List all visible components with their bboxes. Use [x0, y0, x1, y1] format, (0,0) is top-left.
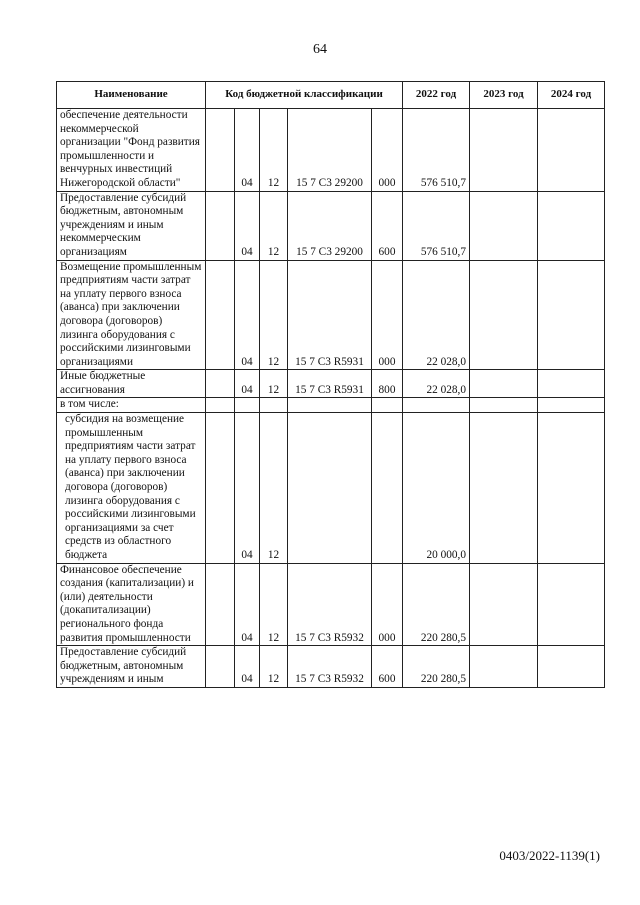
- row-section: 04: [235, 260, 260, 370]
- table-row: [57, 260, 605, 370]
- table-row: [57, 563, 605, 646]
- row-2024-value: [538, 370, 605, 398]
- row-expense-type: 600: [372, 646, 403, 688]
- row-subsection: 12: [260, 370, 288, 398]
- row-spacer-cell: [206, 646, 235, 688]
- budget-table: [56, 81, 605, 688]
- row-spacer-cell: [206, 191, 235, 260]
- row-subsection: 12: [260, 563, 288, 646]
- row-2024-value: [538, 563, 605, 646]
- row-expense-type: [372, 413, 403, 564]
- row-target-article: [288, 398, 372, 413]
- row-subsection: 12: [260, 109, 288, 192]
- row-target-article: 15 7 С3 R5932: [288, 646, 372, 688]
- row-expense-type: 000: [372, 563, 403, 646]
- row-2024-value: [538, 191, 605, 260]
- row-2022-value: 22 028,0: [403, 260, 470, 370]
- row-2024-value: [538, 260, 605, 370]
- row-2023-value: [470, 370, 538, 398]
- row-2023-value: [470, 398, 538, 413]
- row-target-article: 15 7 С3 R5932: [288, 563, 372, 646]
- row-2023-value: [470, 260, 538, 370]
- header-name: Наименование: [57, 82, 206, 109]
- row-name: Предоставление субсидий бюджетным, автономным учреждениям и иным некоммерческим организациям: [57, 191, 206, 260]
- table-row: [57, 413, 605, 564]
- row-name: Финансовое обеспечение создания (капитализации) и (или) деятельности (докапитализации) регионального фонда развития промышленности: [57, 563, 206, 646]
- row-2022-value: 22 028,0: [403, 370, 470, 398]
- row-expense-type: 600: [372, 191, 403, 260]
- row-2024-value: [538, 109, 605, 192]
- row-name: субсидия на возмещение промышленным предприятиям части затрат на уплату первого взноса (аванса) при заключении договора (договоров) лизинга оборудования с российскими лизинговыми организациями за счет средств из областного бюджета: [57, 413, 206, 564]
- row-2023-value: [470, 646, 538, 688]
- row-2023-value: [470, 563, 538, 646]
- table-row: [57, 191, 605, 260]
- row-section: 04: [235, 370, 260, 398]
- row-spacer-cell: [206, 563, 235, 646]
- table-row: [57, 398, 605, 413]
- row-subsection: 12: [260, 191, 288, 260]
- page-number: 64: [313, 42, 327, 57]
- row-section: 04: [235, 413, 260, 564]
- row-expense-type: [372, 398, 403, 413]
- row-spacer-cell: [206, 413, 235, 564]
- header-2023: 2023 год: [470, 82, 538, 109]
- row-target-article: 15 7 С3 29200: [288, 191, 372, 260]
- table-header-row: [57, 82, 605, 109]
- row-2024-value: [538, 413, 605, 564]
- row-2024-value: [538, 646, 605, 688]
- row-section: 04: [235, 191, 260, 260]
- row-subsection: [260, 398, 288, 413]
- row-section: 04: [235, 109, 260, 192]
- row-spacer-cell: [206, 398, 235, 413]
- row-subsection: 12: [260, 646, 288, 688]
- row-subsection: 12: [260, 413, 288, 564]
- row-2023-value: [470, 191, 538, 260]
- row-name: обеспечение деятельности некоммерческой организации "Фонд развития промышленности и венчурных инвестиций Нижегородской области": [57, 109, 206, 192]
- row-2024-value: [538, 398, 605, 413]
- row-target-article: 15 7 С3 R5931: [288, 260, 372, 370]
- row-spacer-cell: [206, 370, 235, 398]
- row-2022-value: 576 510,7: [403, 191, 470, 260]
- row-expense-type: 000: [372, 260, 403, 370]
- document-code: 0403/2022-1139(1): [499, 848, 600, 863]
- row-section: 04: [235, 646, 260, 688]
- row-2022-value: 576 510,7: [403, 109, 470, 192]
- row-section: [235, 398, 260, 413]
- row-target-article: [288, 413, 372, 564]
- row-2022-value: [403, 398, 470, 413]
- row-expense-type: 800: [372, 370, 403, 398]
- row-name: Возмещение промышленным предприятиям части затрат на уплату первого взноса (аванса) при заключении договора (договоров) лизинга оборудования с российскими лизинговыми организациями: [57, 260, 206, 370]
- row-2023-value: [470, 109, 538, 192]
- row-2022-value: 220 280,5: [403, 563, 470, 646]
- row-subsection: 12: [260, 260, 288, 370]
- table-row: [57, 109, 605, 192]
- header-2022: 2022 год: [403, 82, 470, 109]
- row-name: Предоставление субсидий бюджетным, автономным учреждениям и иным: [57, 646, 206, 688]
- row-spacer-cell: [206, 260, 235, 370]
- row-name: в том числе:: [57, 398, 206, 413]
- row-2022-value: 20 000,0: [403, 413, 470, 564]
- table-row: [57, 646, 605, 688]
- row-expense-type: 000: [372, 109, 403, 192]
- header-budget-code: Код бюджетной классификации: [206, 82, 403, 109]
- row-2022-value: 220 280,5: [403, 646, 470, 688]
- table-row: [57, 370, 605, 398]
- row-spacer-cell: [206, 109, 235, 192]
- row-2023-value: [470, 413, 538, 564]
- row-name: Иные бюджетные ассигнования: [57, 370, 206, 398]
- row-section: 04: [235, 563, 260, 646]
- row-target-article: 15 7 С3 29200: [288, 109, 372, 192]
- row-target-article: 15 7 С3 R5931: [288, 370, 372, 398]
- header-2024: 2024 год: [538, 82, 605, 109]
